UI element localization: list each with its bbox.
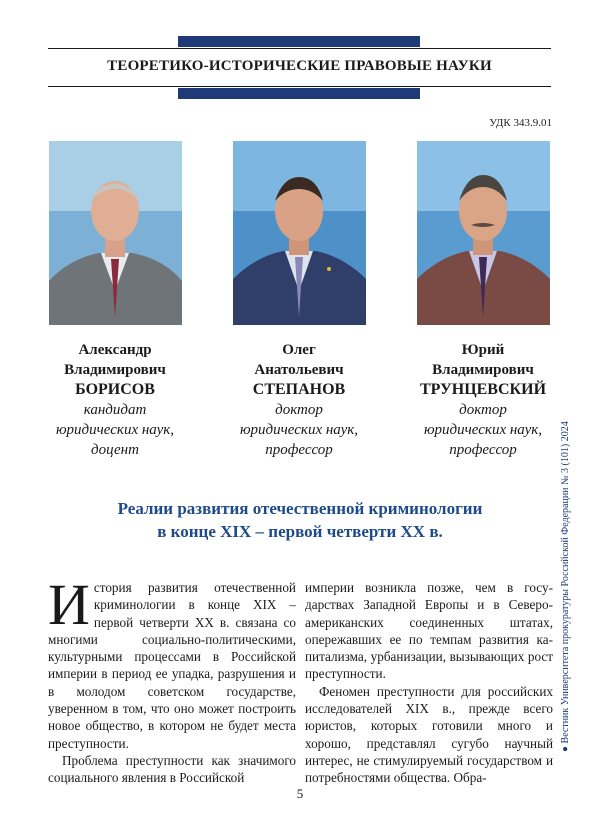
author-borisov	[25, 340, 205, 460]
author-degree: кандидат	[83, 402, 147, 418]
author-photo-borisov	[49, 141, 182, 325]
paragraph-1	[48, 572, 296, 752]
section-title: ТЕОРЕТИКО-ИСТОРИЧЕСКИЕ ПРАВОВЫЕ НАУКИ	[107, 58, 492, 74]
author-patronymic: Анатольевич	[254, 362, 344, 378]
author-first-name: Александр	[78, 342, 152, 358]
author-title: профессор	[265, 442, 333, 458]
author-degree-field: юридических наук,	[423, 422, 543, 438]
article-title-line-1: Реалии развития отечественной криминологии	[117, 499, 483, 518]
author-first-name: Олег	[282, 342, 316, 358]
author-photo-truntsevsky	[417, 141, 550, 325]
udk-code: УДК 343.9.01	[489, 117, 552, 129]
body-column-right	[305, 579, 553, 787]
header-bottom-rule	[48, 86, 551, 87]
author-patronymic: Владимирович	[64, 362, 166, 378]
author-degree-field: юридических наук,	[55, 422, 175, 438]
paragraph-4: Феномен преступности для российских исследователей XIX в., прежде всего юристов, которых готовили много и хорошо, представлял сугубо научный интерес, не стимулируемый государством и потребностями общества. Обра-	[305, 683, 553, 786]
paragraph-2: Проблема преступности как значимого социального явления в Российской	[48, 752, 296, 786]
author-patronymic: Владимирович	[432, 362, 534, 378]
header-bottom-bar	[178, 88, 420, 99]
paragraph-3: империи возникла позже, чем в государствах Западной Европы и в Североамериканских соединенных штатах, опережавших ее по темпам развития капитализма, урбанизации, вызывающих рост преступности.	[305, 580, 553, 682]
author-truntsevsky	[393, 340, 573, 460]
body-column-left	[48, 572, 296, 787]
page-number: 5	[296, 786, 304, 801]
author-title: доцент	[91, 442, 139, 458]
author-title: профессор	[449, 442, 517, 458]
article-title	[60, 497, 540, 543]
author-degree-field: юридических наук,	[239, 422, 359, 438]
author-degree: доктор	[459, 402, 507, 418]
paragraph-1-text: стория развития отечественной криминологии в конце XIX – первой четверти XX в. связана со многими социально-политическими, культурными процессами в Российской империи в период ее упадка, разрушения и в молодом советском государстве, уверенном в том, что оно может построить новое общество, в котором не будет места преступности.	[48, 580, 296, 751]
author-stepanov	[209, 340, 389, 460]
header-top-rule	[48, 48, 551, 49]
article-title-line-2: в конце XIX – первой четверти XX в.	[157, 522, 443, 541]
author-surname: ТРУНЦЕВСКИЙ	[419, 381, 547, 398]
journal-running-title: ● Вестник Университета прокуратуры Российской Федерации № 3 (101) 2024	[560, 421, 571, 752]
author-degree: доктор	[275, 402, 323, 418]
author-first-name: Юрий	[461, 342, 505, 358]
header-top-bar	[178, 36, 420, 47]
author-surname: СТЕПАНОВ	[252, 381, 346, 398]
drop-cap: И	[48, 572, 90, 637]
author-surname: БОРИСОВ	[75, 381, 155, 398]
author-photo-stepanov	[233, 141, 366, 325]
